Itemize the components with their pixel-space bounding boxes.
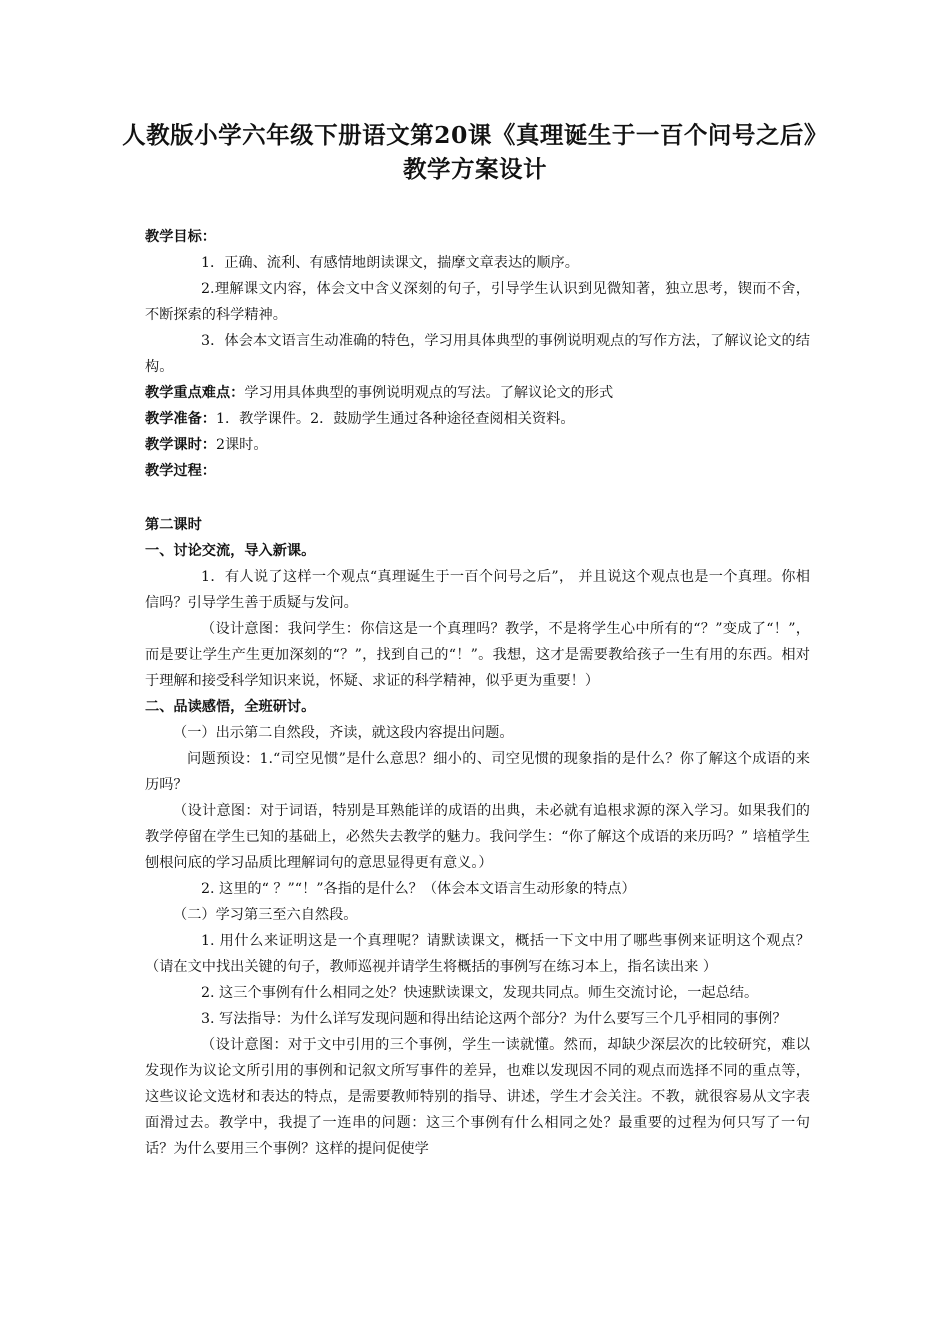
- section2-heading: 二、品读感悟，全班研讨。: [145, 699, 316, 715]
- document-title: 人教版小学六年级下册语文第20课《真理诞生于一百个问号之后》教学方案设计: [122, 121, 828, 183]
- goal-item-1: 1．正确、流利、有感情地朗读课文，揣摩文章表达的顺序。: [201, 255, 579, 271]
- lesson-heading: 第二课时: [145, 517, 202, 533]
- key-points-text: 学习用具体典型的事例说明观点的写法。了解议论文的形式: [244, 385, 614, 401]
- section2-step-1: 1. 用什么来证明这是一个真理呢？请默读课文，概括一下文中用了哪些事例来证明这个观点？（请在文中找出关键的句子，教师巡视并请学生将概括的事例写在练习本上，指名读出来 ）: [145, 933, 810, 975]
- hours-line: [145, 432, 810, 458]
- hours-text: 2课时。: [215, 437, 268, 453]
- key-points-label: 教学重点难点：: [145, 385, 245, 401]
- section2-step-2: 2. 这三个事例有什么相同之处？快速默读课文，发现共同点。师生交流讨论，一起总结。: [201, 985, 759, 1001]
- section2-part-two: （二）学习第三至六自然段。: [173, 907, 358, 923]
- process-label: 教学过程：: [145, 463, 216, 479]
- goals-heading: 教学目标：: [145, 229, 216, 245]
- document-body: [145, 224, 810, 1162]
- preparation-line: [145, 406, 810, 432]
- preparation-label: 教学准备：: [145, 411, 216, 427]
- section2-step-3: 3. 写法指导：为什么详写发现问题和得出结论这两个部分？为什么要写三个几乎相同的事例？: [201, 1011, 787, 1027]
- section2-question-preset: 问题预设：1.“司空见惯”是什么意思？细小的、司空见惯的现象指的是什么？你了解这个成语的来历吗？: [145, 751, 810, 793]
- preparation-text: 1．教学课件。2．鼓励学生通过各种途径查阅相关资料。: [215, 411, 575, 427]
- goal-item-3: 3．体会本文语言生动准确的特色，学习用具体典型的事例说明观点的写作方法，了解议论文的结构。: [145, 333, 810, 375]
- goal-item-2: 2.理解课文内容，体会文中含义深刻的句子，引导学生认识到见微知著，独立思考，锲而不舍，不断探索的科学精神。: [145, 281, 810, 323]
- section1-heading: 一、讨论交流，导入新课。: [145, 543, 316, 559]
- section1-paragraph-1: 1．有人说了这样一个观点“真理诞生于一百个问号之后”， 并且说这个观点也是一个真理。你相信吗？引导学生善于质疑与发问。: [145, 569, 810, 611]
- section2-part-one: （一）出示第二自然段，齐读，就这段内容提出问题。: [173, 725, 514, 741]
- key-points-line: [145, 380, 810, 406]
- section2-design-note-1: （设计意图：对于词语，特别是耳熟能详的成语的出典，未必就有追根求源的深入学习。如果我们的教学停留在学生已知的基础上，必然失去教学的魅力。我问学生：“你了解这个成语的来历吗？” 培植学生刨根问底的学习品质比理解词句的意思显得更有意义。）: [145, 803, 810, 871]
- section2-question-2: 2. 这里的“ ？”“！”各指的是什么？（体会本文语言生动形象的特点）: [201, 881, 636, 897]
- section1-design-note: （设计意图：我问学生：你信这是一个真理吗？教学，不是将学生心中所有的“？”变成了“！”，而是要让学生产生更加深刻的“？”，找到自己的“！”。我想，这才是需要教给孩子一生有用的东西。相对于理解和接受科学知识来说，怀疑、求证的科学精神，似乎更为重要！）: [145, 621, 810, 689]
- section2-design-note-2: （设计意图：对于文中引用的三个事例，学生一读就懂。然而，却缺少深层次的比较研究，难以发现作为议论文所引用的事例和记叙文所写事件的差异，也难以发现因不同的观点而选择不同的重点等，这些议论文选材和表达的特点，是需要教师特别的指导、讲述，学生才会关注。不教，就很容易从文字表面滑过去。教学中，我提了一连串的问题：这三个事例有什么相同之处？最重要的过程为何只写了一句话？为什么要用三个事例？这样的提问促使学: [145, 1037, 810, 1157]
- hours-label: 教学课时：: [145, 437, 216, 453]
